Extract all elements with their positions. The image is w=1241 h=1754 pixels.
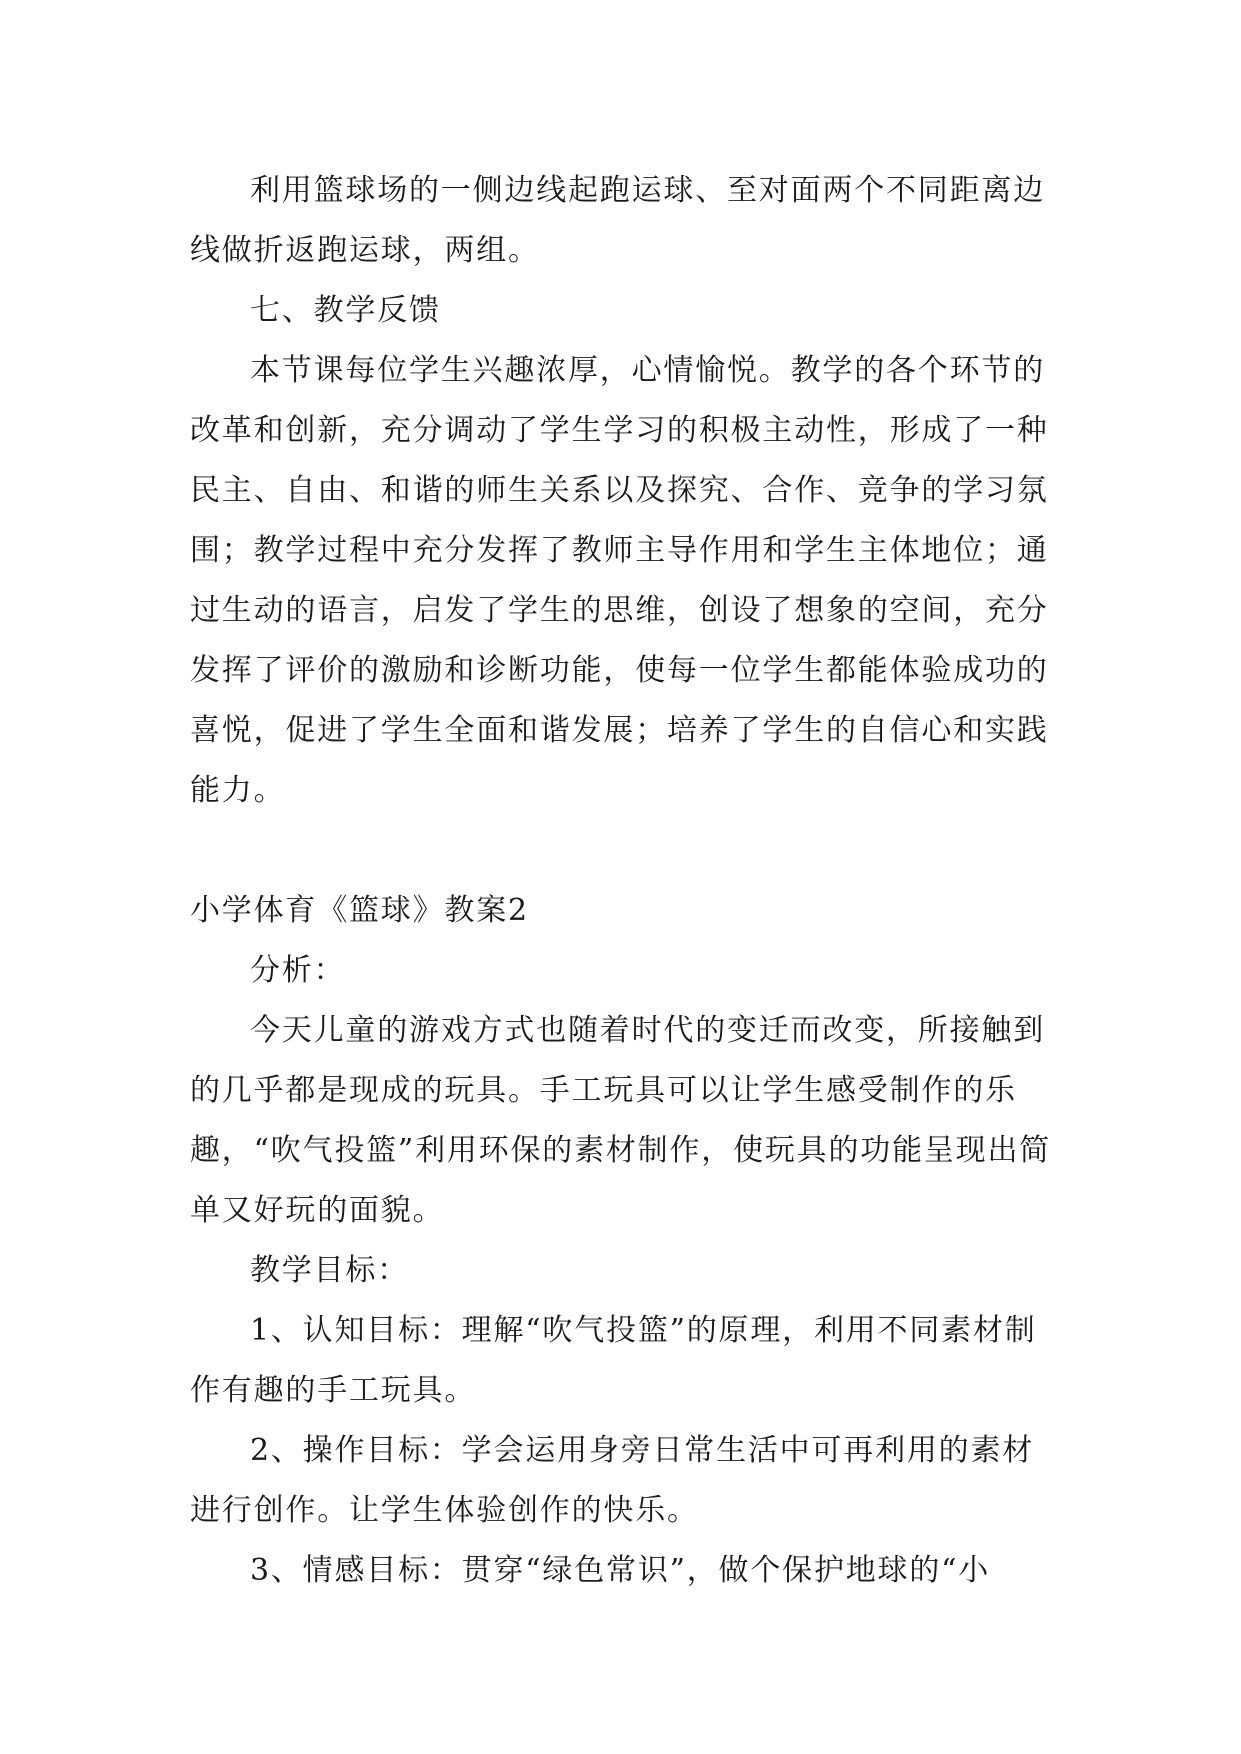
goal-emotional: 3、情感目标：贯穿“绿色常识”，做个保护地球的“小 — [250, 1553, 991, 1588]
goal-cognitive: 1、认知目标：理解“吹气投篮”的原理，利用不同素材制作有趣的手工玩具。 — [190, 1313, 1037, 1408]
goal-operation: 2、操作目标：学会运用身旁日常生活中可再利用的素材进行创作。让学生体验创作的快乐。 — [190, 1433, 1035, 1528]
paragraph-dribble-drill: 利用篮球场的一侧边线起跑运球、至对面两个不同距离边线做折返跑运球，两组。 — [190, 173, 1045, 268]
section-title: 小学体育《篮球》教案2 — [190, 893, 529, 928]
heading-analysis: 分析： — [250, 953, 346, 988]
document-body — [190, 161, 1053, 1601]
heading-teaching-feedback: 七、教学反馈 — [250, 293, 441, 328]
heading-teaching-goals: 教学目标： — [250, 1253, 409, 1288]
paragraph-analysis-body: 今天儿童的游戏方式也随着时代的变迁而改变，所接触到的几乎都是现成的玩具。手工玩具可以让学生感受制作的乐趣，“吹气投篮”利用环保的素材制作，使玩具的功能呈现出简单又好玩的面貌。 — [190, 1013, 1052, 1228]
paragraph-feedback-body: 本节课每位学生兴趣浓厚，心情愉悦。教学的各个环节的改革和创新，充分调动了学生学习的积极主动性，形成了一种民主、自由、和谐的师生关系以及探究、合作、竞争的学习氛围；教学过程中充分发挥了教师主导作用和学生主体地位；通过生动的语言，启发了学生的思维，创设了想象的空间，充分发挥了评价的激励和诊断功能，使每一位学生都能体验成功的喜悦，促进了学生全面和谐发展；培养了学生的自信心和实践能力。 — [190, 353, 1049, 808]
